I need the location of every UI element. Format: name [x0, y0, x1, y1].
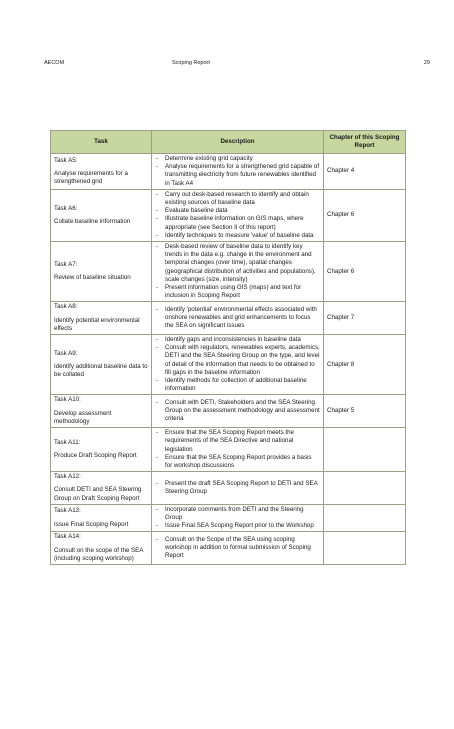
chapter-cell: Chapter 8 [324, 335, 406, 395]
chapter-cell: Chapter 6 [324, 189, 406, 241]
chapter-cell: Chapter 6 [324, 242, 406, 302]
header-company: AECOM [44, 60, 65, 66]
description-item: - Identify methods for collection of additional baseline information [155, 377, 320, 393]
description-item: - Identify gaps and inconsistencies in baseline data [155, 336, 320, 344]
table-row [51, 302, 406, 335]
description-cell [152, 532, 324, 565]
description-item: - Determine existing grid capacity [155, 155, 320, 163]
table-row [51, 472, 406, 505]
table-row [51, 428, 406, 472]
task-id: Task A9: [54, 349, 78, 357]
task-cell [51, 532, 152, 565]
task-cell [51, 395, 152, 428]
task-id: Task A7: [54, 261, 78, 269]
description-item: - Incorporate comments from DETI and the Steering Group [155, 506, 320, 522]
description-item: - Ensure that the SEA Scoping Report meets the requirements of the SEA Directive and national legislation [155, 429, 320, 454]
task-name: Identify additional baseline data to be collated [54, 363, 148, 379]
description-item: - Issue Final SEA Scoping Report prior to the Workshop [155, 522, 320, 530]
description-item: - Ensure that the SEA Scoping Report provides a basis for workshop discussions [155, 454, 320, 470]
description-cell [152, 428, 324, 472]
table-row [51, 395, 406, 428]
task-id: Task A11: [54, 438, 81, 446]
description-item: - Desk-based review of baseline data to identify key trends in the data e.g. change in the environment and temporal changes (over time), spatial changes (geographical distribution of activities and populations), scale changes (size, intensity) [155, 243, 320, 284]
description-list [155, 399, 320, 424]
task-id: Task A10: [54, 396, 81, 404]
table-row [51, 335, 406, 395]
task-id: Task A5: [54, 156, 78, 164]
chapter-cell: Chapter 7 [324, 302, 406, 335]
task-cell [51, 154, 152, 190]
task-name: Identify potential environmental effects [54, 316, 140, 332]
description-cell [152, 242, 324, 302]
task-id: Task A13: [54, 507, 81, 515]
description-cell [152, 302, 324, 335]
description-list [155, 306, 320, 331]
task-cell [51, 242, 152, 302]
description-list [155, 429, 320, 470]
description-item: - Carry out desk-based research to identify and obtain existing sources of baseline data [155, 191, 320, 207]
column-header-task: Task [51, 131, 152, 154]
chapter-cell: Chapter 5 [324, 395, 406, 428]
task-name: Issue Final Scoping Report [54, 520, 129, 528]
chapter-cell [324, 504, 406, 532]
description-cell [152, 154, 324, 190]
description-cell [152, 335, 324, 395]
description-cell [152, 472, 324, 505]
task-cell [51, 189, 152, 241]
scoping-tasks-table [50, 130, 406, 565]
column-header-chapter: Chapter of this Scoping Report [324, 131, 406, 154]
task-cell [51, 335, 152, 395]
task-cell [51, 504, 152, 532]
table-header-row [51, 131, 406, 154]
header-page-number: 29 [423, 60, 430, 66]
task-id: Task A8: [54, 303, 78, 311]
description-item: - Consult with regulators, renewables experts, academics, DETI and the SEA Steering Group on the type, and level of detail of the information that needs to be obtained to fill gaps in the baseline information [155, 344, 320, 377]
description-cell [152, 395, 324, 428]
task-name: Develop assessment methodology [54, 409, 112, 425]
task-name: Consult DETI and SEA Steering Group on Draft Scoping Report [54, 486, 142, 502]
task-name: Review of baseline situation [54, 274, 131, 282]
description-item: - Consult with DETI, Stakeholders and the SEA Steering Group on the assessment methodology and assessment criteria [155, 399, 320, 424]
description-cell [152, 189, 324, 241]
description-item: - Evaluate baseline data [155, 207, 320, 215]
description-item: - Illustrate baseline information on GIS maps, where appropriate (see Section II of this report) [155, 215, 320, 231]
description-list [155, 536, 320, 561]
header-document-title: Scoping Report [172, 60, 210, 66]
task-cell [51, 302, 152, 335]
table-row [51, 242, 406, 302]
column-header-description: Description [152, 131, 324, 154]
table-row [51, 154, 406, 190]
task-id: Task A6: [54, 204, 78, 212]
task-cell [51, 428, 152, 472]
description-item: - Present the draft SEA Scoping Report to DETI and SEA Steering Group [155, 480, 320, 496]
table-row [51, 504, 406, 532]
description-list [155, 506, 320, 531]
table-row [51, 189, 406, 241]
description-item: - Consult on the Scope of the SEA using scoping workshop in addition to formal submission of Scoping Report [155, 536, 320, 561]
table-row [51, 532, 406, 565]
task-id: Task A14: [54, 533, 81, 541]
task-name: Collate baseline information [54, 217, 131, 225]
chapter-cell [324, 532, 406, 565]
description-list [155, 336, 320, 393]
description-list [155, 480, 320, 496]
description-item: - Present information using GIS (maps) and text for inclusion in Scoping Report [155, 284, 320, 300]
task-id: Task A12: [54, 473, 81, 481]
task-name: Consult on the scope of the SEA (including scoping workshop) [54, 546, 144, 562]
task-cell [51, 472, 152, 505]
chapter-cell: Chapter 4 [324, 154, 406, 190]
chapter-cell [324, 428, 406, 472]
description-item: - Identify 'potential' environmental effects associated with onshore renewables and grid enhancements to focus the SEA on significant issues [155, 306, 320, 331]
chapter-cell [324, 472, 406, 505]
description-list [155, 191, 320, 240]
description-item: - Analyse requirements for a strengthened grid capable of transmitting electricity from future renewables identified in Task A4 [155, 163, 320, 188]
description-item: - Identify techniques to measure 'value' of baseline data [155, 232, 320, 240]
description-list [155, 155, 320, 188]
task-name: Analyse requirements for a strengthened grid [54, 169, 128, 185]
description-cell [152, 504, 324, 532]
description-list [155, 243, 320, 300]
task-name: Produce Draft Scoping Report [54, 452, 137, 460]
